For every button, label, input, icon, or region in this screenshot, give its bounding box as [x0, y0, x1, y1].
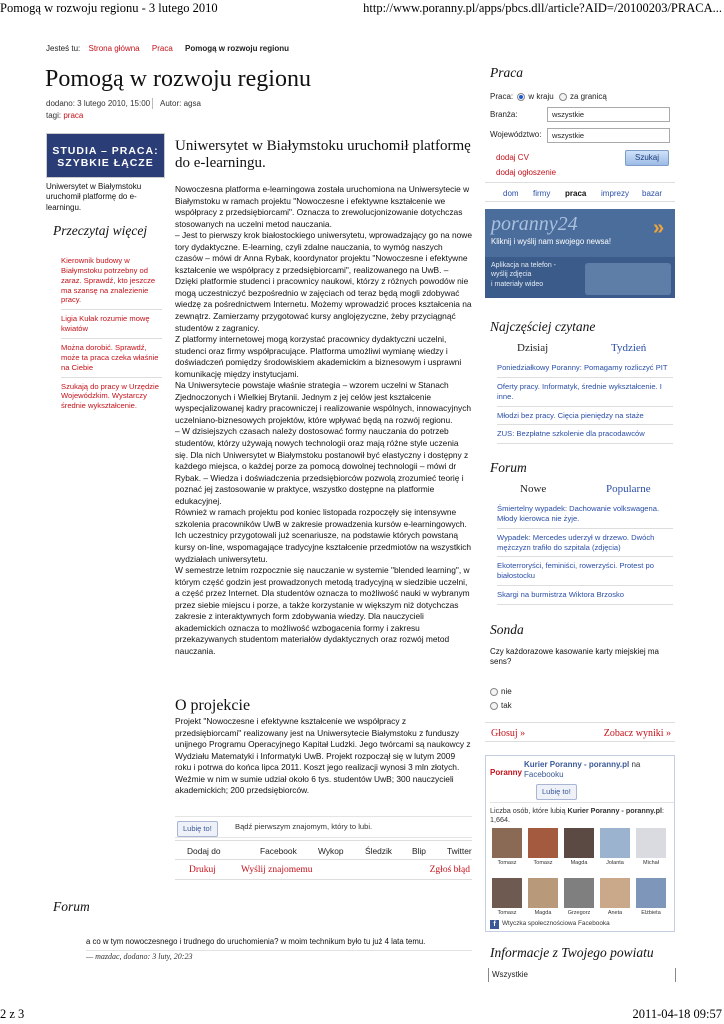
- most-read-list: [497, 359, 673, 444]
- most-read-title: Najczęściej czytane: [490, 319, 596, 334]
- fan-avatar[interactable]: [564, 828, 594, 858]
- comment-meta: — mazdac, dodano: 3 luty, 20:23: [86, 952, 193, 961]
- article-paragraph: Z platformy internetowej mogą korzystać pracownicy dydaktyczni uczelni, studenci oraz firmy współpracujące. Platforma umożliwi wymianę wiedzy i doświadczeń pomiędzy środowiskiem akademickim a biznesowym i usprawni komunikację między instytucjami.: [175, 334, 462, 379]
- fb-facebook-link[interactable]: Facebooku: [524, 770, 564, 780]
- tab-imprezy[interactable]: imprezy: [601, 189, 630, 198]
- ad-brand: poranny24: [491, 213, 578, 235]
- fan-name: Magda: [570, 860, 588, 866]
- forum-item[interactable]: Ekoterroryści, feminiści, rowerzyści. Protest po białostocku: [497, 557, 673, 586]
- read-also-title: Przeczytaj więcej: [53, 223, 148, 238]
- fan-name: Michał: [643, 860, 659, 866]
- article-heading: Uniwersytet w Białymstoku uruchomił platformę do e-learningu.: [175, 138, 471, 172]
- forum-bottom-title: Forum: [53, 899, 90, 914]
- article-paragraph: – Jest to pierwszy krok białostockiego uniwersytetu, wprowadzający go na nowe tory dydaktyczne. E-learning, czyli zdalne nauczania, to wymóg naszych czasów – mówi dr Anna Rybak, koordynator projektu "Nowoczesne i efektywne kształcenie we współpracy z przedsiębiorcami", realizowanego na UwB. – Dzięki platformie studenci i pracownicy naukowi, którzy z różnych powodów nie mogą uczestniczyć bezpośrednio w zajęciach od teraz będą mogli zdobywać wiedzę za pośrednictwem Internetu. Możemy wprowadzić proces kształcenia na zewnątrz. Zamierzamy przygotować kursy anglojęzyczne, żeby przyciągnąć studentów z zagranicy.: [175, 230, 472, 333]
- fan-name: Aneta: [607, 910, 623, 916]
- forum-item[interactable]: Wypadek: Mercedes uderzył w drzewo. Dwóch mężczyzn trafiło do szpitala (zdjęcia): [497, 529, 673, 558]
- tab-firmy[interactable]: firmy: [533, 189, 551, 198]
- forum-popular-tab[interactable]: Popularne: [606, 483, 651, 495]
- ad-tagline: Kliknij i wyślij nam swojego newsa!: [491, 237, 612, 246]
- breadcrumb-prefix: Jesteś tu:: [46, 44, 81, 53]
- read-also-item[interactable]: Ligia Kułak rozumie mowę kwiatów: [61, 310, 162, 339]
- fan-name: Tomasz: [533, 860, 553, 866]
- print-url: http://www.poranny.pl/apps/pbcs.dll/article?AID=/20100203/PRACA...: [363, 1, 722, 15]
- ad-text: [491, 261, 556, 289]
- fb-on: na: [631, 760, 641, 769]
- fan-avatar[interactable]: [492, 828, 522, 858]
- read-also-item[interactable]: Szukają do pracy w Urzędzie Wojewódzkim. Wystarczy średnie wykształcenie.: [61, 381, 159, 411]
- article-tags: [46, 111, 83, 121]
- forum-list: [497, 500, 673, 605]
- praca-location-label: Praca:: [490, 92, 514, 101]
- share-wykop-link[interactable]: Wykop: [318, 846, 344, 856]
- share-sledzik-link[interactable]: Śledzik: [365, 846, 392, 856]
- fan-name: Elżbieta: [641, 910, 661, 916]
- poranny-logo: Poranny: [490, 768, 523, 777]
- fb-count-label: Liczba osób, które lubią: [490, 806, 566, 815]
- chevron-right-icon: »: [653, 217, 665, 239]
- print-page-title: Pomogą w rozwoju regionu - 3 lutego 2010: [0, 1, 218, 15]
- article-paragraph: Na Uniwersytecie powstaje właśnie strategia – wzorem uczelni w Stanach Zjednoczonych i Wielkiej Brytanii. Jednym z jej celów jest kształcenie wyspecjalizowanej kadry pracowniczej i realizowanie wspólnych, innowacyjnych uczelniano-biznesowych projektów, które wpływać będą na rozwój regionu.: [175, 380, 472, 425]
- article-paragraph: Również w ramach projektu pod koniec listopada rozpoczęły się intensywne szkolenia pracowników UwB w zakresie prowadzenia kursów e-learningowych. Ich uczestnicy przygotowali już scenariusze, na podstawie których powstaną kursy on-line, wspomagające tradycyjne kształcenie przedmiotów na wszystkich wydziałach uniwersytetu.: [175, 507, 472, 564]
- breadcrumb: [46, 44, 295, 54]
- share-facebook-link[interactable]: Facebook: [260, 846, 297, 856]
- fan-avatar[interactable]: [492, 878, 522, 908]
- add-cv-link[interactable]: dodaj CV: [496, 153, 529, 162]
- praca-location: [490, 92, 607, 102]
- read-also-list: [61, 252, 162, 415]
- ad-line-1: Aplikacja na telefon -: [491, 262, 556, 269]
- poll-option-radio[interactable]: [490, 702, 498, 710]
- most-read-item[interactable]: Poniedziałkowy Poranny: Pomagamy rozliczyć PIT: [497, 359, 673, 378]
- fb-page-title: [524, 760, 672, 781]
- most-read-item[interactable]: Oferty pracy. Informatyk, średnie wykształcenie. I inne.: [497, 378, 673, 407]
- fan-avatar[interactable]: [528, 878, 558, 908]
- send-friend-link[interactable]: Wyślij znajomemu: [241, 865, 313, 875]
- tags-label: tagi:: [46, 111, 62, 120]
- read-also-item[interactable]: Można dorobić. Sprawdź, może ta praca czeka właśnie na Ciebie: [61, 339, 162, 378]
- fan-avatar[interactable]: [636, 878, 666, 908]
- fb-count-text: Liczba osób, które lubią Kurier Poranny - poranny.pl: 1,664.: [490, 806, 665, 825]
- fb-like-button[interactable]: Lubię to!: [536, 784, 577, 800]
- forum-right-title: Forum: [490, 460, 527, 475]
- ad-line-2: wyślij zdjęcia: [491, 271, 532, 279]
- ad-banner[interactable]: [485, 209, 675, 298]
- share-bar: [175, 840, 472, 860]
- fan-name: Tomasz: [497, 910, 517, 916]
- share-label: Dodaj do: [187, 846, 221, 856]
- project-subheading: O projekcie: [175, 697, 251, 714]
- fb-count-name: Kurier Poranny - poranny.pl: [567, 806, 663, 815]
- section-tabs: [485, 182, 675, 202]
- branza-select[interactable]: wszystkie: [547, 107, 670, 122]
- fan-name: Tomasz: [497, 860, 517, 866]
- share-twitter-link[interactable]: Twitter: [447, 846, 472, 856]
- branza-label: Branża:: [490, 110, 518, 119]
- article-paragraph: W semestrze letnim rozpocznie się nauczanie w systemie "blended learning", w którym część godzin jest prowadzonych metodą tradycyjną w siedzibie uczelni, a część przez Internet. Dla studentów oznacza to możliwość nauki w wybranym przez siebie miejscu i porze, a także korzystanie w większym niż dotychczas zakresie z interaktywnych form zdobywania wiedzy. Dla nauczycieli akademickich oznacza to możliwość wzbogacenia formy i zakresu przekazywanych studentom materiałów dydaktycznych oraz rozwój metod nauczania.: [175, 565, 470, 656]
- praca-widget-title: Praca: [490, 65, 523, 80]
- forum-new-tab[interactable]: Nowe: [520, 483, 547, 495]
- poll-vote-link[interactable]: Głosuj »: [491, 728, 526, 739]
- article-author: Autor: agsa: [160, 99, 201, 108]
- article-date: dodano: 3 lutego 2010, 15:00: [46, 99, 151, 108]
- facebook-like-box: [485, 755, 675, 932]
- poll-option-radio[interactable]: [490, 688, 498, 696]
- banner-line-2: SZYBKIE ŁĄCZE: [57, 156, 154, 169]
- search-button[interactable]: Szukaj: [625, 150, 669, 166]
- poll-title: Sonda: [490, 622, 524, 637]
- most-read-item[interactable]: ZUS: Bezpłatne szkolenie dla pracodawców: [497, 425, 673, 444]
- fb-page-name-link[interactable]: Kurier Poranny - poranny.pl: [524, 760, 630, 769]
- tab-dom[interactable]: dom: [503, 189, 519, 198]
- radio-home-button[interactable]: [517, 93, 525, 101]
- woj-label: Województwo:: [490, 130, 542, 139]
- phone-graphic-icon: [585, 263, 671, 295]
- poll-option-label: nie: [501, 687, 512, 696]
- breadcrumb-home-link[interactable]: Strona główna: [88, 44, 140, 53]
- tag-link[interactable]: praca: [63, 111, 84, 120]
- comment-text: a co w tym nowoczesnego i trudnego do uruchomienia? w moim technikum było tu już 4 lata temu.: [86, 937, 472, 951]
- tab-praca[interactable]: praca: [565, 189, 587, 198]
- forum-item[interactable]: Śmiertelny wypadek: Dachowanie volkswagena. Młody kierowca nie żyje.: [497, 500, 673, 529]
- facebook-icon: f: [490, 920, 499, 929]
- most-read-week-tab[interactable]: Tydzień: [611, 342, 647, 354]
- forum-item[interactable]: Skargi na burmistrza Wiktora Brzosko: [497, 586, 673, 605]
- poll-question: Czy każdorazowe kasowanie karty miejskiej ma sens?: [490, 647, 659, 667]
- fb-count-value: 1,664.: [490, 815, 510, 825]
- fan-name: Magda: [534, 910, 552, 916]
- poll-results-link[interactable]: Zobacz wyniki »: [603, 728, 671, 739]
- fan-name: Jolanta: [606, 860, 624, 866]
- fan-avatar[interactable]: [600, 878, 630, 908]
- ad-line-3: i materiały wideo: [491, 280, 544, 288]
- like-text: Bądź pierwszym znajomym, który to lubi.: [235, 822, 373, 831]
- article-paragraph: Nowoczesna platforma e-learningowa została uruchomiona na Uniwersytecie w Białymstoku w ramach projektu "Nowoczesne i efektywne kształcenie we współpracy z przedsiębiorcami". Oznacza to zrewolucjonizowanie dotychczas stosowanych na uczelni metod nauczania.: [175, 184, 470, 229]
- like-bar: [175, 816, 472, 838]
- most-read-item[interactable]: Młodzi bez pracy. Cięcia pieniędzy na staże: [497, 407, 673, 426]
- share-blip-link[interactable]: Blip: [412, 846, 426, 856]
- article-image-banner[interactable]: [46, 133, 165, 178]
- radio-abroad-button[interactable]: [559, 93, 567, 101]
- radio-abroad-label: za granicą: [569, 92, 607, 101]
- fb-divider: [490, 802, 674, 803]
- article-body: [175, 184, 472, 657]
- fan-avatar[interactable]: [636, 828, 666, 858]
- breadcrumb-current: Pomogą w rozwoju regionu: [185, 44, 290, 53]
- county-title: Informacje z Twojego powiatu: [490, 945, 654, 960]
- article-paragraph: – W dzisiejszych czasach należy dostosować formy nauczania do potrzeb studentów, którzy używają nowych technologii oraz mają różne style uczenia się. Dla nich Uniwersytet w Białymstoku postanowił być elastyczny i dostępny z każdego miejsca, o każdej porze za pomocą dowolnej technologii – mówi dr Rybak. – Wiedza i doświadczenia przedsiębiorców pozwolą zrozumieć teorię i poznać jej zastosowanie w praktyce, wszystko dostępne na platformie edukacyjnej.: [175, 426, 469, 506]
- meta-divider: [152, 98, 153, 109]
- read-also-item[interactable]: Kierownik budowy w Białymstoku potrzebny od zaraz. Sprawdź, kto jeszcze ma szansę na znalezienie pracy.: [61, 252, 162, 310]
- woj-select[interactable]: wszystkie: [547, 128, 670, 143]
- tab-bazar[interactable]: bazar: [642, 189, 663, 198]
- county-select[interactable]: Wszystkie: [488, 968, 676, 982]
- most-read-today-tab[interactable]: Dzisiaj: [517, 342, 549, 354]
- like-button[interactable]: Lubię to!: [177, 821, 218, 837]
- add-ad-link[interactable]: dodaj ogłoszenie: [496, 168, 557, 177]
- fan-avatar[interactable]: [528, 828, 558, 858]
- poll-option-2: [490, 701, 512, 711]
- action-bar: [175, 860, 472, 880]
- radio-home-label: w kraju: [528, 92, 554, 101]
- fb-plugin-label: Wtyczka społecznościowa Facebooka: [502, 920, 610, 927]
- project-text: Projekt "Nowoczesne i efektywne kształcenie we współpracy z przedsiębiorcami" realizowany jest na Uniwersytecie Białymstoku z funduszy unijnego Programu Operacyjnego Kapitał Ludzki. Jego twórcami są naukowcy z Wydziału Matematyki i Informatyki UwB. Projekt rozpoczął się w lutym 2009 roku i potrwa do końca lipca 2011. Koszt jego realizacji wynosi 3 mln złotych. Weźmie w nim w sumie udział około 6 tys. studentów UwB; 300 nauczycieli akademickich; 200 przedsiębiorców.: [175, 716, 471, 796]
- poll-actions: [485, 722, 675, 742]
- report-error-link[interactable]: Zgłoś błąd: [429, 865, 470, 875]
- image-caption: Uniwersytet w Białymstoku uruchomił platformę do e-learningu.: [46, 182, 142, 212]
- fan-avatar[interactable]: [564, 878, 594, 908]
- poll-option-1: [490, 687, 512, 697]
- fan-avatar[interactable]: [600, 828, 630, 858]
- breadcrumb-section-link[interactable]: Praca: [151, 44, 173, 53]
- page-title: Pomogą w rozwoju regionu: [45, 66, 311, 92]
- fan-name: Grzegorz: [567, 910, 591, 916]
- banner-line-1: STUDIA – PRACA:: [52, 145, 159, 157]
- print-link[interactable]: Drukuj: [189, 865, 216, 875]
- print-page-number: 2 z 3: [0, 1007, 25, 1021]
- print-datetime: 2011-04-18 09:57: [632, 1007, 722, 1021]
- poll-option-label: tak: [501, 701, 512, 710]
